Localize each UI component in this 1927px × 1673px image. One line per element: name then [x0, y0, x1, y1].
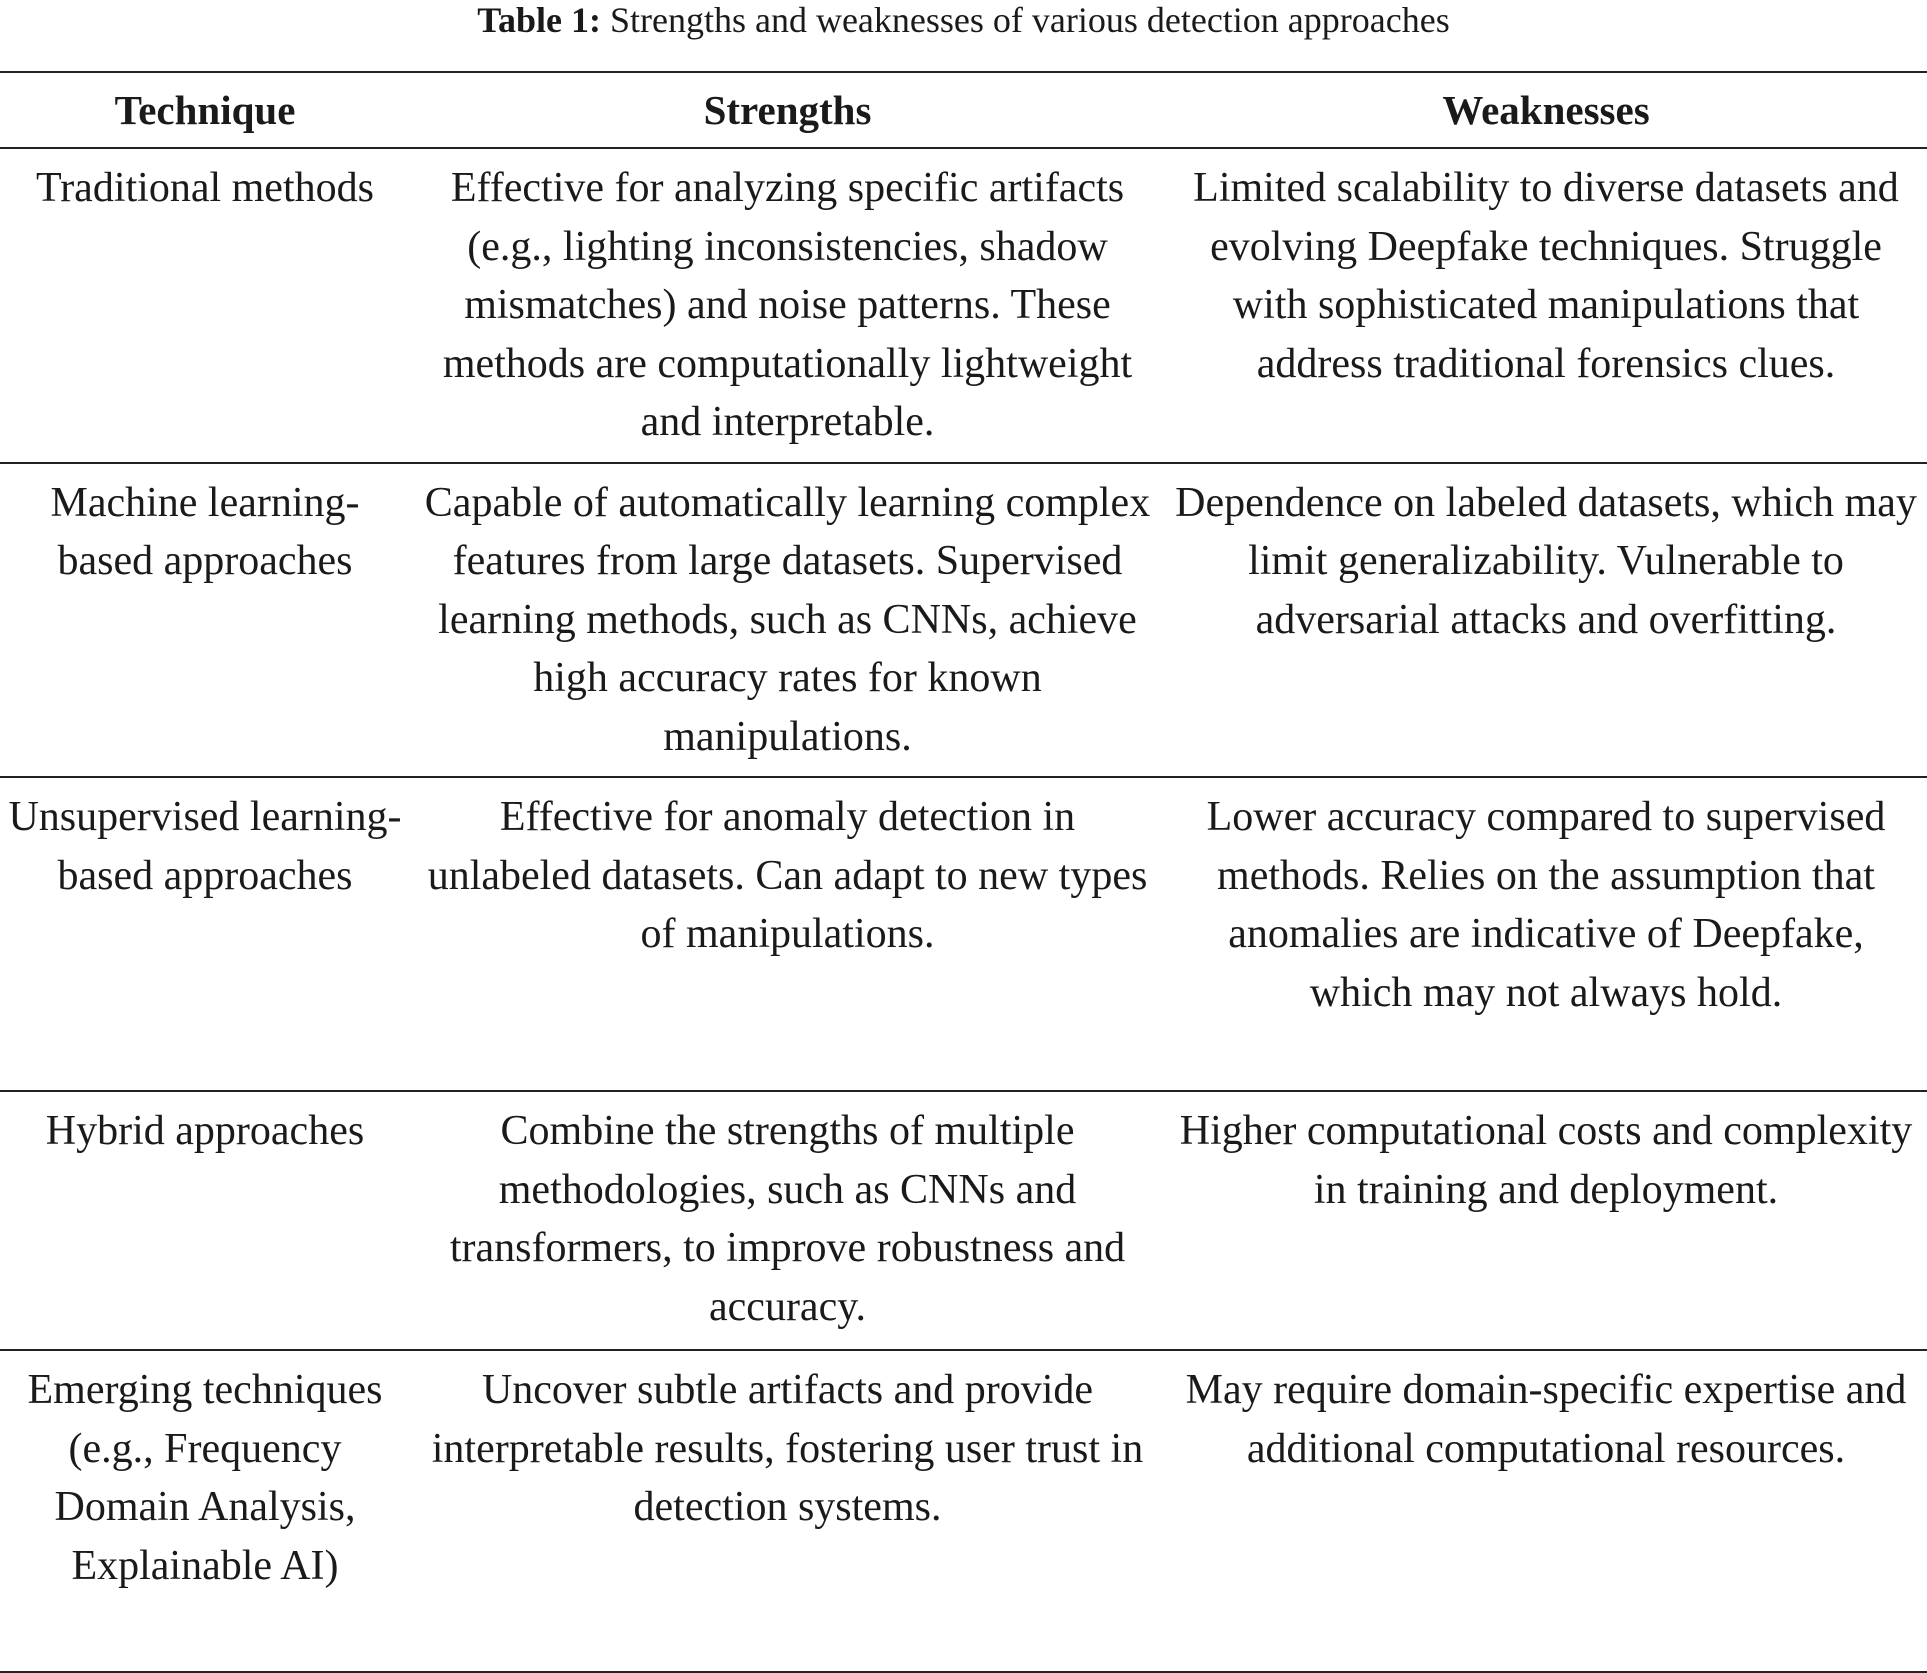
cell-strengths: Effective for analyzing specific artifacts (e.g., lighting inconsistencies, shadow mismatches) and noise patterns. These methods are computationally lightweight and interpretable.: [442, 165, 1133, 445]
comparison-table: [0, 71, 1927, 1673]
table-row: [0, 148, 1927, 463]
cell-strengths: Uncover subtle artifacts and provide interpretable results, fostering user trust in detection systems.: [431, 1367, 1144, 1530]
cell-weaknesses: May require domain-specific expertise and additional computational resources.: [1185, 1367, 1907, 1472]
table-caption: [0, 0, 1927, 40]
caption-text: Strengths and weaknesses of various detection approaches: [609, 0, 1450, 40]
header-weaknesses: Weaknesses: [1442, 87, 1650, 133]
cell-technique: Unsupervised learning-based approaches: [8, 794, 402, 899]
cell-strengths: Combine the strengths of multiple methodologies, such as CNNs and transformers, to improve robustness and accuracy.: [449, 1108, 1126, 1330]
header-technique: Technique: [114, 87, 296, 133]
cell-weaknesses: Dependence on labeled datasets, which may limit generalizability. Vulnerable to adversarial attacks and overfitting.: [1175, 479, 1917, 643]
table-row: [0, 463, 1927, 778]
caption-label: Table 1:: [477, 0, 601, 40]
cell-technique: Machine learning-based approaches: [50, 479, 360, 584]
cell-technique: Emerging techniques (e.g., Frequency Domain Analysis, Explainable AI): [27, 1367, 383, 1589]
cell-strengths: Capable of automatically learning complex features from large datasets. Supervised learning methods, such as CNNs, achieve high accuracy rates for known manipulations.: [424, 479, 1151, 760]
cell-weaknesses: Lower accuracy compared to supervised methods. Relies on the assumption that anomalies are indicative of Deepfake, which may not always hold.: [1206, 794, 1886, 1016]
table-row: [0, 1091, 1927, 1350]
cell-technique: Traditional methods: [36, 165, 374, 211]
table-row: [0, 1350, 1927, 1672]
cell-technique: Hybrid approaches: [45, 1108, 365, 1154]
table-header-row: [0, 72, 1927, 148]
header-strengths: Strengths: [703, 87, 872, 133]
cell-weaknesses: Higher computational costs and complexity in training and deployment.: [1179, 1108, 1913, 1213]
cell-weaknesses: Limited scalability to diverse datasets and evolving Deepfake techniques. Struggle with sophisticated manipulations that address traditional forensics clues.: [1193, 165, 1899, 387]
cell-strengths: Effective for anomaly detection in unlabeled datasets. Can adapt to new types of manipulations.: [427, 794, 1148, 957]
table-row: [0, 777, 1927, 1091]
